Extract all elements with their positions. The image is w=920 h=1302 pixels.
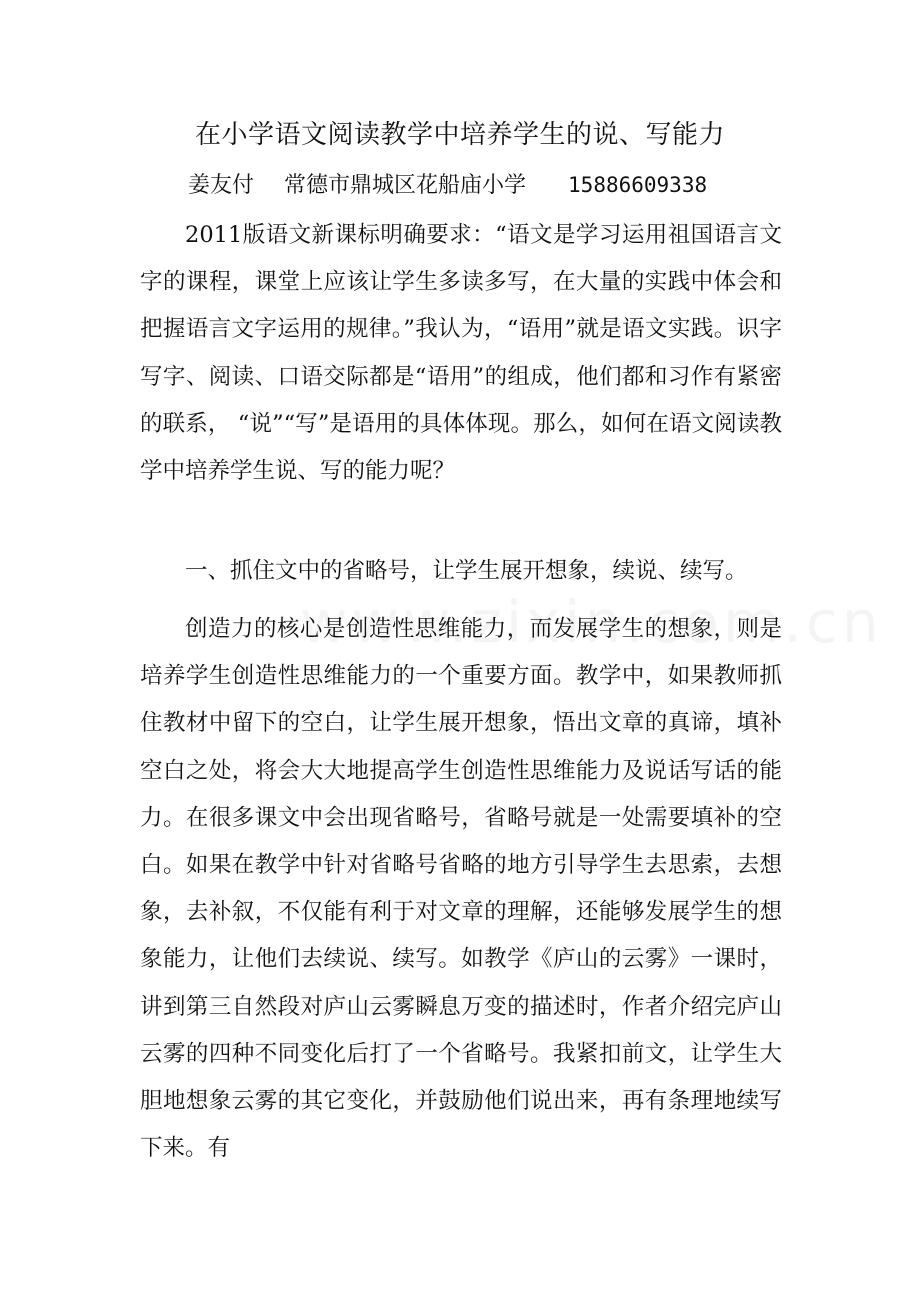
author-phone: 15886609338 xyxy=(568,173,708,197)
author-line xyxy=(188,168,707,199)
author-name: 姜友付 xyxy=(188,173,255,198)
paragraph-section-1: 创造力的核心是创造性思维能力，而发展学生的想象，则是培养学生创造性思维能力的一个重要方面。教学中，如果教师抓住教材中留下的空白，让学生展开想象，悟出文章的真谛，填补空白之处，将会大大地提高学生创造性思维能力及说话写话的能力。在很多课文中会出现省略号，省略号就是一处需要填补的空白。如果在教学中针对省略号省略的地方引导学生去思索，去想象，去补叙，不仅能有利于对文章的理解，还能够发展学生的想象能力，让他们去续说、续写。如教学《庐山的云雾》一课时，讲到第三自然段对庐山云雾瞬息万变的描述时，作者介绍完庐山云雾的四种不同变化后打了一个省略号。我紧扣前文，让学生大胆地想象云雾的其它变化，并鼓励他们说出来，再有条理地续写下来。有 xyxy=(140,616,782,1162)
paragraph-intro: 2011版语文新课标明确要求：“语文是学习运用祖国语言文字的课程，课堂上应该让学生多读多写，在大量的实践中体会和把握语言文字运用的规律。”我认为，“语用”就是语文实践。识字写字、阅读、口语交际都是“语用”的组成，他们都和习作有紧密的联系， “说”“写”是语用的具体体现。那么，如何在语文阅读教学中培养学生说、写的能力呢？ xyxy=(140,222,782,485)
author-school: 常德市鼎城区花船庙小学 xyxy=(284,173,527,198)
section-heading-1: 一、抓住文中的省略号，让学生展开想象，续说、续写。 xyxy=(185,558,748,584)
document-title: 在小学语文阅读教学中培养学生的说、写能力 xyxy=(194,120,725,150)
